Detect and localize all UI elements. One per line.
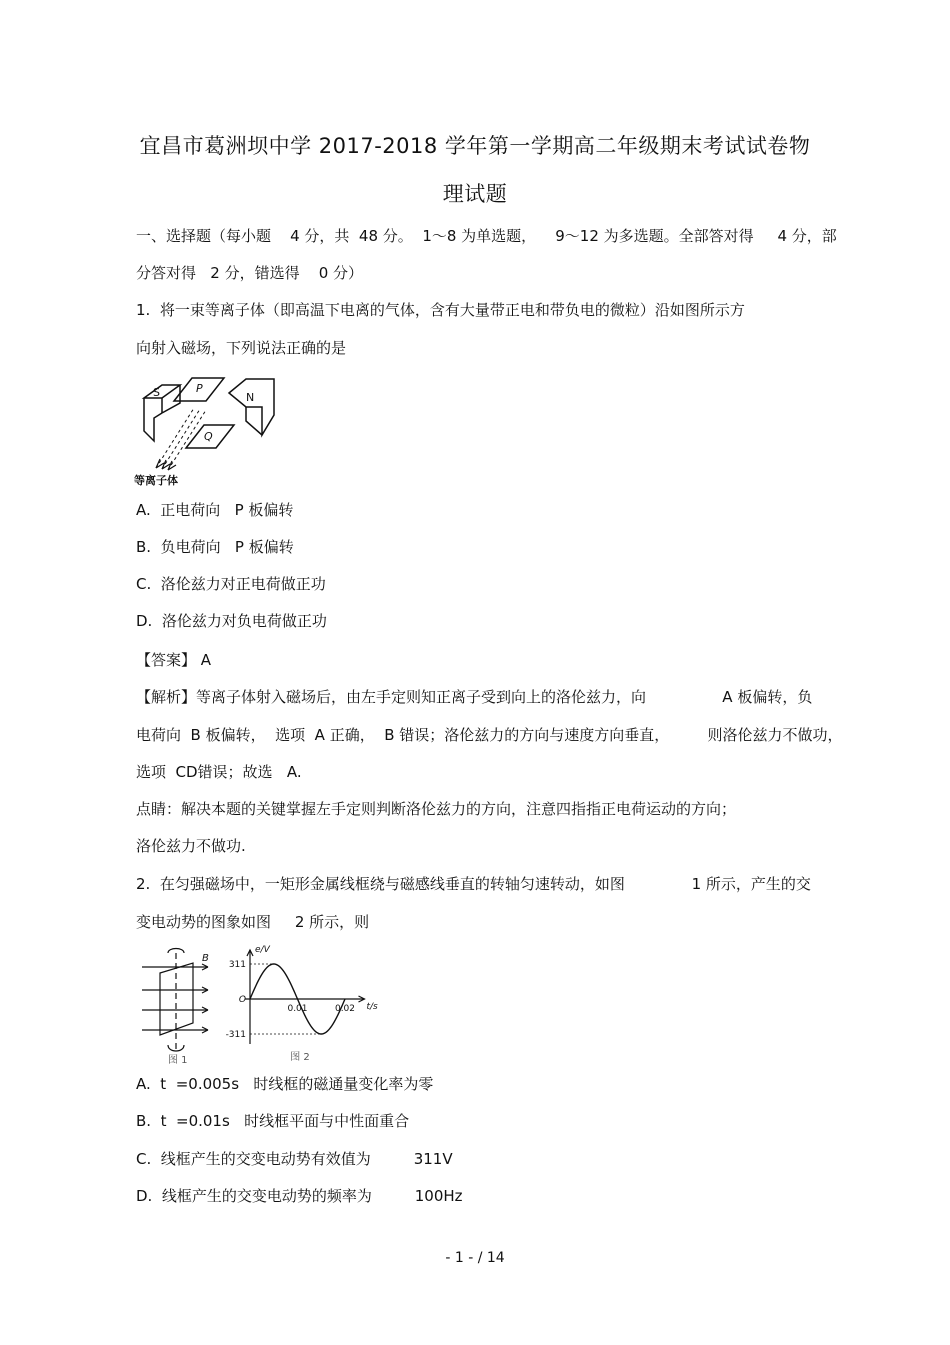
n-magnet-edge [246,407,262,435]
q2-option-c: C. 线框产生的交变电动势有效值为 311V [136,1150,453,1168]
q2-stem-line2: 变电动势的图象如图 2 所示，则 [136,913,370,931]
q2-option-b: B. t =0.01s 时线框平面与中性面重合 [136,1112,410,1130]
page-number: - 1 - / 14 [445,1250,505,1266]
s-magnet-side [144,398,162,441]
q2-stem-line1: 2. 在匀强磁场中，一矩形金属线框绕与磁感线垂直的转轴匀速转动，如图 1 所示，产生的交 [136,875,811,893]
q1-stem-line1: 1. 将一束等离子体（即高温下电离的气体，含有大量带正电和带负电的微粒）沿如图所示方 [136,301,745,319]
section-instructions-line2: 分答对得 2 分，错选得 0 分） [136,264,364,282]
field-arrows [202,964,208,1033]
paper-title-line1: 宜昌市葛洲坝中学 2017-2018 学年第一学期高二年级期末考试试卷物 [139,134,811,158]
y-axis-label: e/V [255,945,270,955]
origin-label: O [238,995,246,1005]
label-n: N [246,391,255,404]
fig2-caption: 图 2 [290,1052,310,1063]
label-s: S [153,386,160,399]
q1-option-d: D. 洛伦兹力对负电荷做正功 [136,612,327,630]
q1-analysis-line3: 选项 CD错误；故选 A. [136,763,302,781]
q2-option-d: D. 线框产生的交变电动势的频率为 100Hz [136,1187,463,1205]
q1-answer: 【答案】 A [136,651,212,669]
beam-arrows [156,459,176,470]
section-instructions-line1: 一、选择题（每小题 4 分，共 48 分。 1～8 为单选题， 9～12 为多选题。全部答对得 4 分，部 [136,227,837,245]
y-tick-max: 311 [228,960,246,970]
q1-option-a: A. 正电荷向 P 板偏转 [136,501,294,519]
plasma-caption: 等离子体 [134,474,178,487]
plasma-beam [156,408,206,470]
paper-title-line2: 理试题 [442,182,508,206]
s-magnet-face [162,385,180,413]
label-p: P [196,382,203,395]
label-q: Q [204,430,213,443]
q1-magnet-figure [134,373,284,488]
field-lines [142,967,208,1030]
q2-coil-figure [138,945,228,1065]
x-tick-0-02: 0.02 [334,1004,356,1014]
x-tick-0-01: 0.01 [287,1004,308,1014]
rotation-arrow-top [168,949,184,954]
q1-analysis-line1: 【解析】等离子体射入磁场后，由左手定则知正离子受到向上的洛伦兹力，向 A 板偏转，负 [136,688,813,706]
fig1-caption: 图 1 [168,1055,188,1065]
x-axis-label: t/s [366,1002,378,1012]
label-b: B [202,953,209,964]
q1-stem-line2: 向射入磁场，下列说法正确的是 [136,339,347,357]
q1-option-c: C. 洛伦兹力对正电荷做正功 [136,575,326,593]
q2-option-a: A. t =0.005s 时线框的磁通量变化率为零 [136,1075,434,1093]
q1-comment-line1: 点睛：解决本题的关键掌握左手定则判断洛伦兹力的方向，注意四指指正电荷运动的方向； [136,800,737,818]
s-magnet-top [144,385,180,398]
q1-analysis-line2: 电荷向 B 板偏转， 选项 A 正确， B 错误；洛伦兹力的方向与速度方向垂直， 则洛伦兹力不做功， [136,726,843,744]
y-tick-min: -311 [225,1030,246,1040]
q1-comment-line2: 洛伦兹力不做功. [136,837,246,855]
q2-emf-chart [225,940,385,1065]
q1-option-b: B. 负电荷向 P 板偏转 [136,538,294,556]
